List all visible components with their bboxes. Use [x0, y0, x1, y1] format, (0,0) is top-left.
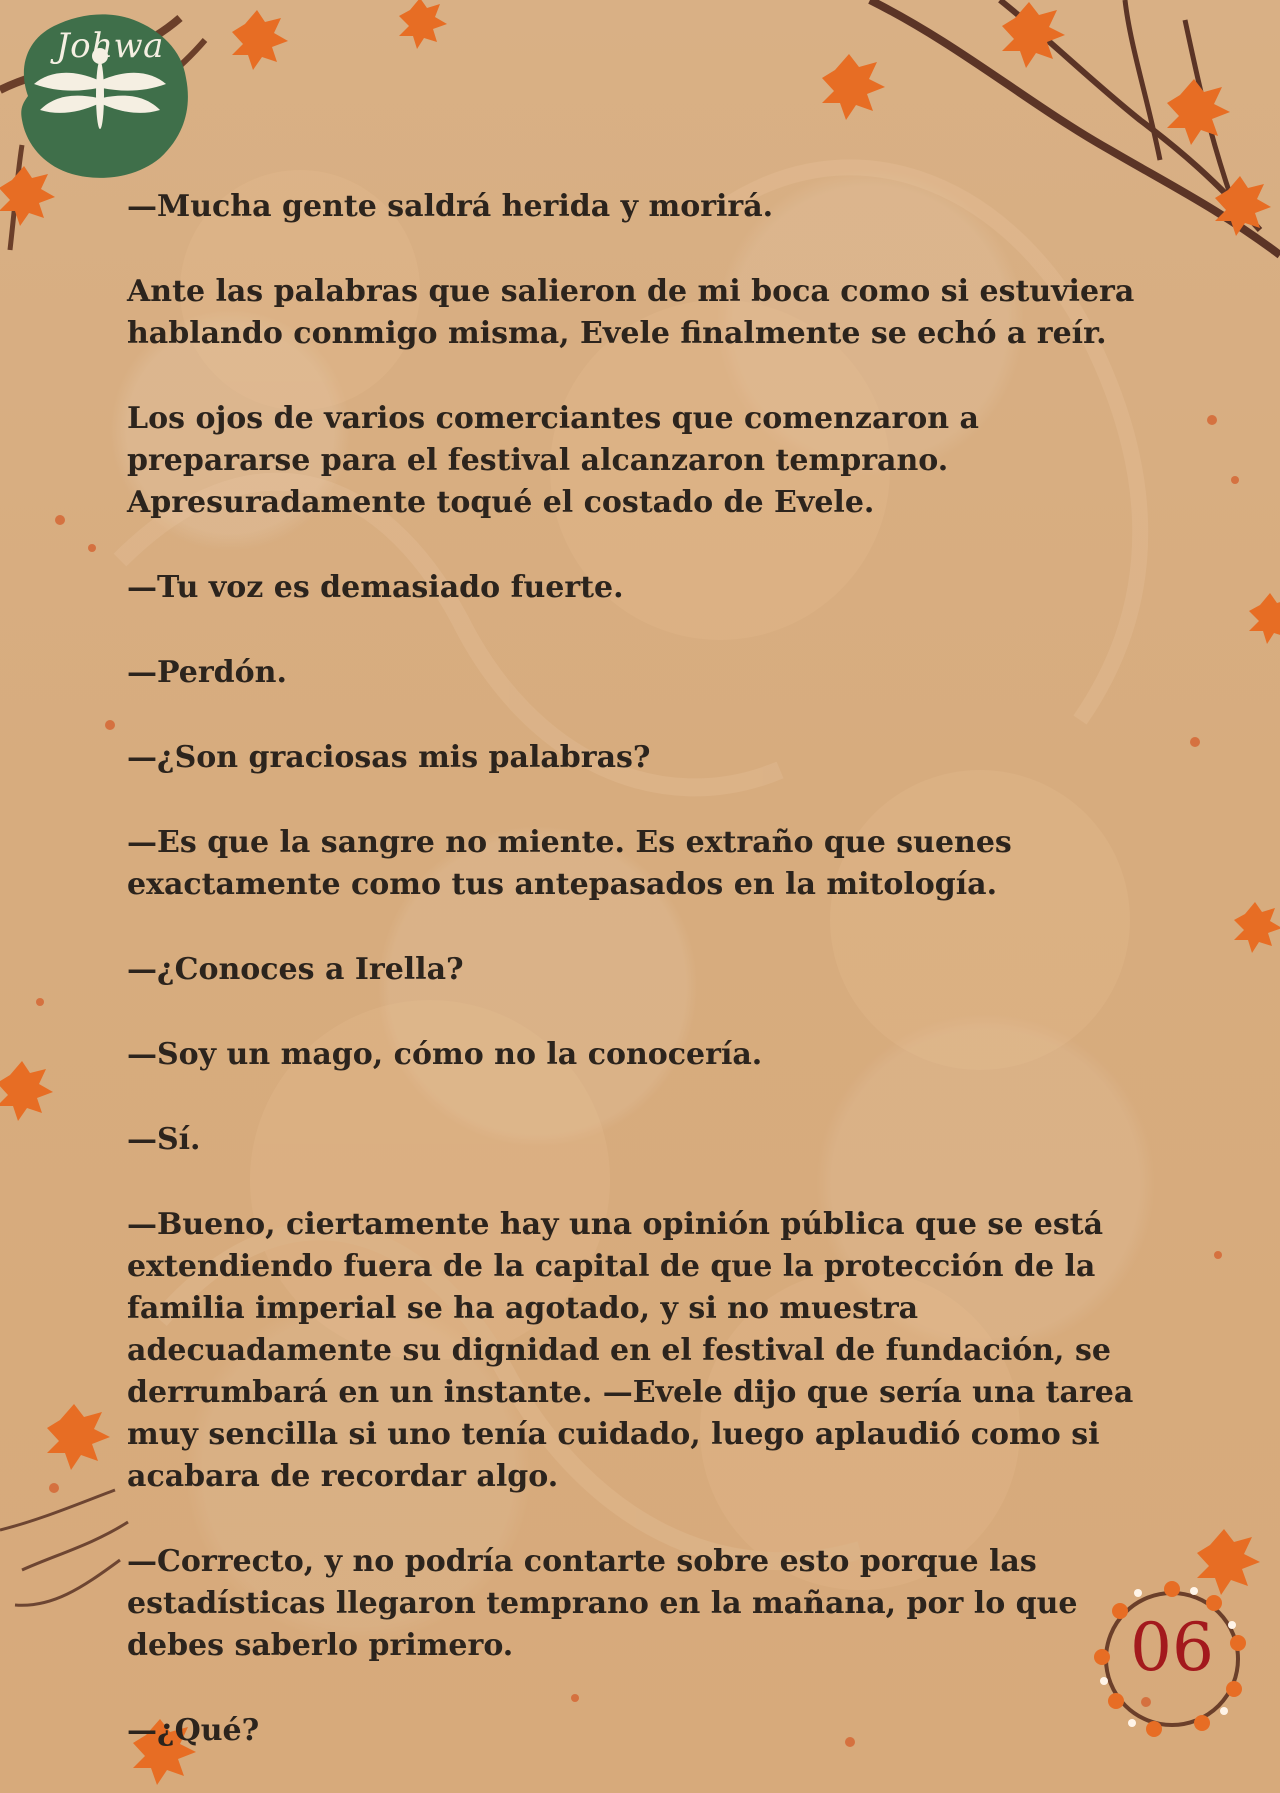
wreath-leaf: [1146, 1721, 1162, 1737]
maple-leaf-icon: [822, 54, 885, 120]
paragraph-11: —Bueno, ciertamente hay una opinión pública que se está extendiendo fuera de la capital de que la protección de la familia imperial se ha agotado, y si no muestra adecuadamente su dignidad en el festival de fundación, se derrumbará en un instante. —Evele dijo que sería una tarea muy sencilla si uno tenía cuidado, luego aplaudió como si acabara de recordar algo.: [127, 1207, 1134, 1494]
maple-leaf-icon: [232, 10, 288, 70]
maple-leaf-icon: [399, 0, 447, 49]
brand-badge: [6, 8, 196, 184]
paragraph-6: —¿Son graciosas mis palabras?: [127, 740, 651, 775]
wreath-flower: [1128, 1719, 1136, 1727]
petal-dot: [88, 544, 96, 552]
paragraph-4: —Tu voz es demasiado fuerte.: [127, 570, 624, 605]
maple-leaf-icon: [1234, 902, 1280, 953]
petal-dot: [105, 720, 115, 730]
document-body: [127, 186, 1152, 1793]
petal-dot: [49, 1483, 59, 1493]
petal-dot: [1231, 476, 1239, 484]
maple-leaf-icon: [0, 1061, 53, 1121]
maple-leaf-icon: [47, 1404, 110, 1470]
branch-icon: [1125, 0, 1160, 160]
petal-dot: [36, 998, 44, 1006]
twig-icon: [0, 1490, 115, 1530]
petal-dot: [55, 515, 65, 525]
paragraph-10: —Sí.: [127, 1122, 201, 1157]
wreath-leaf: [1164, 1581, 1180, 1597]
wreath-flower: [1220, 1707, 1228, 1715]
page-number-badge: [1082, 1569, 1262, 1749]
maple-leaf-icon: [1249, 593, 1280, 644]
petal-dot: [1214, 1251, 1222, 1259]
page-number: 06: [1130, 1609, 1214, 1686]
paragraph-8: —¿Conoces a Irella?: [127, 952, 464, 987]
dragonfly-body: [96, 61, 104, 129]
paragraph-2: Ante las palabras que salieron de mi boca como si estuviera hablando conmigo misma, Evele finalmente se echó a reír.: [127, 274, 1135, 351]
maple-leaf-icon: [1167, 79, 1230, 145]
paragraph-3: Los ojos de varios comerciantes que comenzaron a prepararse para el festival alcanzaron temprano. Apresuradamente toqué el costado de Evele.: [127, 401, 979, 520]
paragraph-13: —¿Qué?: [127, 1713, 260, 1748]
twig-icon: [22, 1522, 128, 1570]
wreath-flower: [1190, 1587, 1198, 1595]
wreath-leaf: [1108, 1693, 1124, 1709]
paragraph-7: —Es que la sangre no miente. Es extraño que suenes exactamente como tus antepasados en la mitología.: [127, 825, 1012, 902]
paragraph-12: —Correcto, y no podría contarte sobre esto porque las estadísticas llegaron temprano en la mañana, por lo que debes saberlo primero.: [127, 1544, 1078, 1663]
wreath-leaf: [1194, 1715, 1210, 1731]
bottom-left-twigs: [0, 1490, 128, 1605]
logo-text: Johwa: [56, 26, 164, 66]
petal-dot: [1190, 737, 1200, 747]
petal-dot: [1207, 415, 1217, 425]
wreath-leaf: [1226, 1681, 1242, 1697]
paragraph-9: —Soy un mago, cómo no la conocería.: [127, 1037, 763, 1072]
paragraph-5: —Perdón.: [127, 655, 287, 690]
paragraph-1: —Mucha gente saldrá herida y morirá.: [127, 189, 774, 224]
wreath-flower: [1134, 1589, 1142, 1597]
